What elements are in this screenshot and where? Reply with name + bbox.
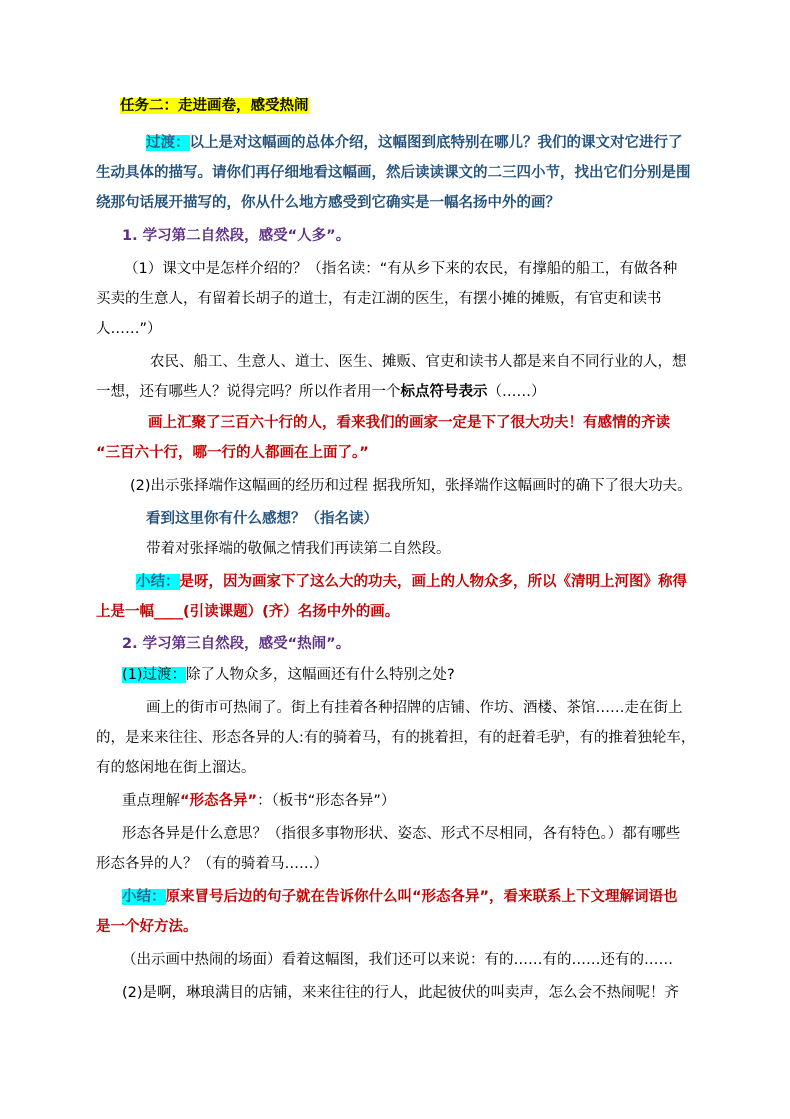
s2-paragraph-2-line-2: 形态各异的人？（有的骑着马……）: [96, 856, 328, 872]
s2-paragraph-4: (2)是啊，琳琅满目的店铺，来来往往的行人，此起彼伏的叫卖声，怎么会不热闹呢！齐: [122, 985, 680, 1001]
s1-paragraph-1-line-3: 人……”）: [96, 321, 162, 337]
task-heading: [120, 96, 309, 116]
s1-red-line-2: “三百六十行，哪一行的人都画在上面了。”: [96, 445, 369, 461]
s1-p2-ellipsis: （……）: [487, 384, 546, 400]
s1-p2-bold: 标点符号表示: [400, 384, 488, 400]
task-title: 任务二：走进画卷，感受热闹: [120, 98, 309, 114]
section-2-heading: 2. 学习第三自然段，感受“热闹”。: [122, 636, 351, 652]
s2-focus-line: [122, 791, 395, 811]
s1-paragraph-2-line-2: [96, 382, 546, 402]
s2-paragraph-3: （出示画中热闹的场面）看着这幅图，我们还可以来说：有的……有的……还有的……: [122, 952, 673, 968]
transition-paragraph-line-1: [146, 133, 683, 153]
s1-paragraph-2-line-1: 农民、船工、生意人、道士、医生、摊贩、官吏和读书人都是来自不同行业的人，想: [150, 354, 687, 370]
transition-label: 过渡：: [146, 135, 190, 151]
s1-paragraph-5: 带着对张择端的敬佩之情我们再读第二自然段。: [146, 541, 451, 557]
s1-p2-text: 一想，还有哪些人？说得完吗？所以作者用一个: [96, 384, 401, 400]
s2-summary-line-1: [122, 887, 678, 907]
s1-paragraph-1-line-1: （1）课文中是怎样介绍的？（指名读：“有从乡下来的农民，有撑船的船工，有做各种: [124, 261, 678, 277]
s2-paragraph-1-line-2: 的，是来来往往、形态各异的人:有的骑着马，有的挑着担，有的赶着毛驴，有的推着独轮车，: [96, 730, 696, 746]
transition-text: 以上是对这幅画的总体介绍，这幅图到底特别在哪儿？我们的课文对它进行了: [189, 135, 683, 151]
transition-paragraph-line-3: 绕那句话展开描写的，你从什么地方感受到它确实是一幅名扬中外的画？: [96, 195, 560, 211]
s1-summary-line-2: 上是一幅____(引读课题）(齐）名扬中外的画。: [96, 604, 400, 620]
s1-summary-text: 是呀，因为画家下了这么大的功夫，画上的人物众多，所以《清明上河图》称得: [179, 574, 687, 590]
s1-summary-line-1: [136, 572, 687, 592]
s2-summary-text: 原来冒号后边的句子就在告诉你什么叫“形态各异”，看来联系上下文理解词语也: [165, 889, 678, 905]
s1-paragraph-4: 看到这里你有什么感想？（指名读）: [146, 511, 378, 527]
s2-paragraph-2-line-1: 形态各异是什么意思？（指很多事物形状、姿态、形式不尽相同，各有特色。）都有哪些: [122, 826, 681, 842]
transition-paragraph-line-2: 生动具体的描写。请你们再仔细地看这幅画，然后读读课文的二三四小节，找出它们分别是围: [96, 165, 691, 181]
s2-focus-prefix: 重点理解: [122, 793, 180, 809]
s2-focus-suffix: ：（板书“形态各异”）: [257, 793, 396, 809]
s2-paragraph-1-line-1: 画上的街市可热闹了。街上有挂着各种招牌的店铺、作坊、酒楼、茶馆……走在街上: [146, 700, 683, 716]
section-1-heading: 1. 学习第二自然段，感受“人多”。: [122, 228, 351, 244]
s1-paragraph-1-line-2: 买卖的生意人，有留着长胡子的道士，有走江湖的医生，有摆小摊的摊贩，有官吏和读书: [96, 291, 662, 307]
s2-focus-term: “形态各异”: [180, 793, 258, 809]
s1-summary-label: 小结：: [136, 574, 180, 590]
s2-summary-line-2: 是一个好方法。: [96, 919, 198, 935]
s2-question-line: [122, 665, 455, 685]
s2-paragraph-1-line-3: 有的悠闲地在街上溜达。: [96, 760, 256, 776]
s2-summary-label: 小结：: [122, 889, 166, 905]
s1-paragraph-3: (2)出示张择端作这幅画的经历和过程 据我所知，张择端作这幅画时的确下了很大功夫。: [130, 478, 692, 494]
s2-question-text: 除了人物众多，这幅画还有什么特别之处?: [186, 667, 455, 683]
s1-red-line-1: 画上汇聚了三百六十行的人，看来我们的画家一定是下了很大功夫！有感情的齐读: [148, 415, 670, 431]
s2-question-label: (1)过渡：: [122, 667, 187, 683]
